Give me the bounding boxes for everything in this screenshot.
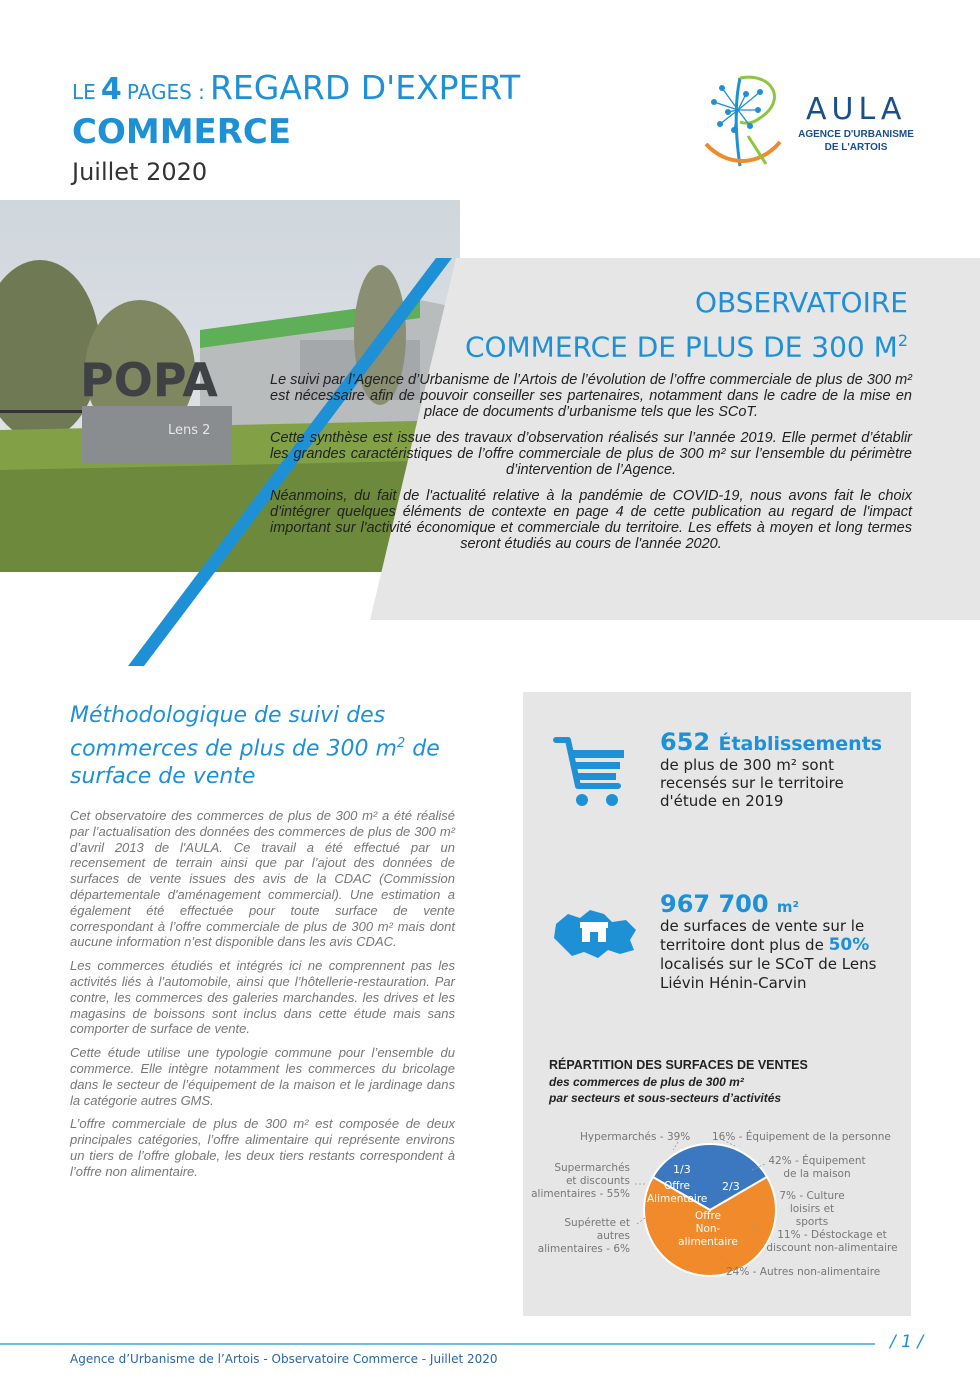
establishments-label: Établissements [718,733,883,755]
label-offre-non-l2: Non-alimentaire [678,1223,738,1248]
pages-number: 4 [100,72,122,107]
label-super-l1: Supermarchés [554,1162,630,1174]
label-culture-l1: 7% - Culture [779,1190,845,1202]
methodology-title [70,702,460,791]
photo-sign-text: POPA [80,353,218,407]
label-culture-l2: loisirs et sports [789,1203,835,1228]
methodology-paragraph-3: Cette étude utilise une typologie commune pour l’ensemble du commerce. Elle intègre notamment les commerces du bricolage dans le secteur de l’équipement de la maison et le jardinage dans la catégorie autres GMS. [70,1045,455,1108]
establishments-figure [660,728,882,756]
intro-paragraph-1: Le suivi par l’Agence d’Urbanisme de l’Artois de l’évolution de l’offre commerciale de plus de 300 m² est nécessaire afin de pouvoir conseiller ses partenaires, notamment dans le cadre de la mise en place de documents d’urbanisme tels que les SCoT. [270,372,912,420]
pages-label: PAGES : [126,80,205,104]
prefix-le: LE [72,80,96,104]
logo-subtitle-line2: DE L'ARTOIS [824,142,888,153]
methodology-paragraph-2: Les commerces étudiés et intégrés ici ne comprennent pas les activités liés à l’automobile, ainsi que l’hôtellerie-restauration. Par contre, les commerces des galeries marchandes. les drives et les magasins de boissons sont inclus dans cette étude mais sans comporter de surface de vente. [70,958,455,1037]
logo-name: AULA [806,92,907,127]
label-autres-non-alimentaire: 24% - Autres non-alimentaire [726,1266,881,1278]
establishments-description: de plus de 300 m² sont recensés sur le territoire d'étude en 2019 [660,756,844,810]
establishments-number: 652 [660,728,711,756]
chart-subtitle-line2: par secteurs et sous-secteurs d’activités [549,1091,782,1105]
shopping-cart-icon [552,734,632,814]
methodology-title-part2: de surface de vente [70,736,440,790]
label-maison-l2: de la maison [783,1168,851,1180]
label-maison-l1: 42% - Équipement [768,1155,866,1167]
label-destock-l2: discount non-alimentaire [766,1242,898,1254]
observatoire-title-line2 [440,322,908,366]
page-number: / 1 / [890,1332,924,1352]
logo-subtitle-line1: AGENCE D'URBANISME [798,129,914,140]
surface-unit: m² [776,898,800,916]
label-hypermarches: Hypermarchés - 39% [580,1131,691,1143]
footer-rule [0,1330,980,1350]
publication-date: Juillet 2020 [72,158,208,186]
label-destockage [762,1229,902,1255]
label-super-l3: alimentaires - 55% [531,1188,630,1200]
methodology-paragraph-1: Cet observatoire des commerces de plus de 300 m² a été réalisé par l’actualisation des données des commerces de plus de 300 m² d’avril 2013 de l'AULA. Ce travail a été effectué par un recensement de terrain ainsi que par l’ajout des données de surfaces de vente issues des avis de la CDAC (Commission départementale d'aménagement commercial). Une estimation a également été effectuée pour toute surface de vente correspondant à l’offre commerciale de plus de 300 m² mais dont aucune information n’est disponible dans les avis CDAC. [70,808,455,950]
chart-subtitle-line1: des commerces de plus de 300 m² [549,1075,744,1089]
chart-leader-lines [523,1120,911,1290]
surface-number: 967 700 [660,890,769,918]
observatoire-title-line2-text: COMMERCE DE PLUS DE 300 M [464,330,898,364]
observatoire-title-sup: 2 [897,331,908,350]
label-offre-alim-l1: Offre [663,1180,691,1192]
surface-percent: 50% [828,935,870,955]
label-superette-l1: Supérette et autres [564,1217,630,1242]
label-center-1-3: 1/3 [673,1163,691,1176]
methodology-title-sup: 2 [396,736,406,751]
observatoire-title [440,284,908,366]
label-superette-l2: alimentaires - 6% [537,1243,630,1255]
label-equipement-personne: 16% - Équipement de la personne [712,1131,891,1143]
label-offre-non-l1: Offre [694,1210,722,1222]
regard-expert: REGARD D'EXPERT [209,68,521,107]
surface-description [660,917,900,993]
observatoire-title-line1: OBSERVATOIRE [694,286,908,319]
label-supermarches [530,1162,630,1201]
label-culture-loisirs [772,1190,852,1229]
intro-paragraph-3: Néanmoins, du fait de l'actualité relative à la pandémie de COVID-19, nous avons fait le choix d'intégrer quelques éléments de contexte en page 4 de cette publication au regard de l'impact important sur l'activité économique et commerciale du territoire. Les effets à moyen et long termes seront étudiés au cours de l'année 2020. [270,488,912,552]
territory-map-icon [550,904,640,964]
surface-figure [660,890,799,918]
surface-desc-part2: localisés sur le SCoT de Lens Liévin Hénin-Carvin [660,955,877,992]
methodology-paragraph-4: L’offre commerciale de plus de 300 m² est composée de deux principales catégories, l’offre alimentaire qui représente environs un tiers de l’offre globale, les deux tiers restants correspondent à l’offre non alimentaire. [70,1116,455,1179]
surface-desc-part1: de surfaces de vente sur le territoire dont plus de [660,917,865,954]
chart-title: RÉPARTITION DES SURFACES DE VENTES [549,1058,808,1072]
methodology-title-part1: Méthodologique de suivi des commerces de plus de 300 m [70,703,397,762]
label-equipement-maison [762,1155,872,1181]
label-superette [530,1217,630,1256]
intro-paragraph-2: Cette synthèse est issue des travaux d’observation réalisés sur l’année 2019. Elle permet d’établir les grandes caractéristiques de l’offre commerciale de plus de 300 m² sur l’ensemble du périmètre d’intervention de l’Agence. [270,430,912,478]
intro-text [270,372,912,562]
photo-sign-sub: Lens 2 [168,423,211,438]
methodology-text [70,808,455,1188]
label-destock-l1: 11% - Déstockage et [777,1229,887,1241]
topic-title: COMMERCE [72,112,292,152]
label-super-l2: et discounts [565,1175,630,1187]
footer-text: Agence d’Urbanisme de l’Artois - Observatoire Commerce - Juillet 2020 [70,1352,498,1366]
label-offre-alim-l2: Alimentaire [647,1193,708,1205]
label-center-2-3: 2/3 [722,1180,740,1193]
chart-subtitle [549,1074,781,1106]
